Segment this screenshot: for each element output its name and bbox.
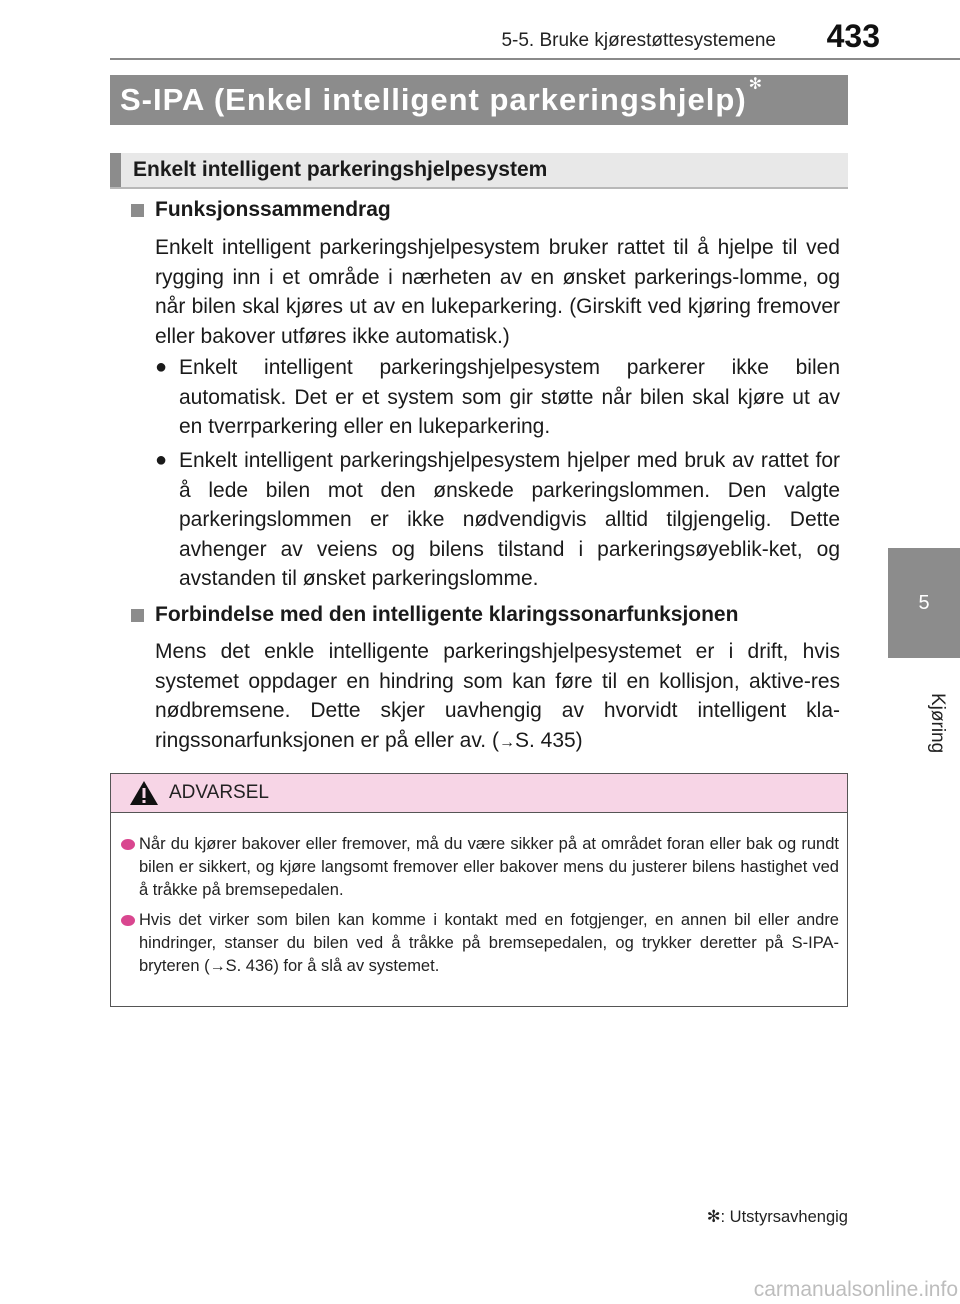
- warning-item: [121, 909, 839, 978]
- warning-title: ADVARSEL: [169, 782, 269, 803]
- warning-box: [110, 773, 848, 1007]
- page-title: [120, 76, 764, 118]
- warning-text: Når du kjører bakover eller fremover, må du være sikker på at området foran eller bak og rundt bilen er sikkert, og kjøre langsomt fremover eller bakover mens du justerer bilens hastighet ved å tråkke på bremsepedalen.: [139, 835, 839, 899]
- page-title-text: S-IPA (Enkel intelligent parkeringshjelp): [120, 82, 747, 117]
- subtitle-bar: [110, 153, 848, 189]
- square-bullet-icon: [131, 609, 144, 622]
- chapter-number: 5: [918, 591, 930, 614]
- connection-heading-text: Forbindelse med den intelligente klaringssonarfunksjonen: [155, 603, 739, 626]
- header-divider: [110, 58, 960, 60]
- title-bar: [110, 75, 848, 125]
- connection-text: Mens det enkle intelligente parkeringshjelpesystemet er i drift, hvis systemet oppdager en hindring som kan føre til en kollisjon, aktive-res nødbremsene. Dette skjer uavhengig av hvorvidt intelligent kla-ringssonarfunksjonen er på eller av. (: [155, 640, 840, 752]
- asterisk-icon: ✻: [748, 76, 764, 93]
- watermark-logo: carmanualsonline.info: [753, 1278, 958, 1301]
- round-bullet-icon: ●: [155, 449, 168, 471]
- summary-bullet-text: Enkelt intelligent parkeringshjelpesystem hjelper med bruk av rattet for å lede bilen mot den ønskede parkeringslommen. Den valgte parkeringslommen er ikke nødvendigvis alltid tilgjengelig. Dette avhenger av veiens og bilens tilstand i parkeringsøyeblik-ket, og avstanden til ønsket parkeringslomme.: [179, 449, 840, 590]
- round-bullet-icon: ●: [155, 356, 168, 378]
- chapter-label: Kjøring: [927, 692, 948, 754]
- section-title: 5-5. Bruke kjørestøttesystemene: [501, 30, 776, 51]
- arrow-right-icon: →: [209, 958, 226, 975]
- page-number: 433: [826, 18, 880, 54]
- pink-bullet-icon: [121, 839, 135, 850]
- pink-bullet-icon: [121, 915, 135, 926]
- subtitle-text: Enkelt intelligent parkeringshjelpesystem: [133, 158, 548, 181]
- arrow-right-icon: →: [498, 733, 515, 751]
- connection-paragraph: [155, 637, 840, 757]
- summary-bullet: [155, 353, 840, 442]
- summary-bullet: [155, 446, 840, 594]
- chapter-tab[interactable]: [888, 548, 960, 658]
- warning-item: [121, 833, 839, 902]
- summary-bullet-text: Enkelt intelligent parkeringshjelpesystem parkerer ikke bilen automatisk. Det er et system som gir støtte når bilen skal kjøre ut av en tverrparkering eller en lukeparkering.: [179, 356, 840, 438]
- summary-heading-text: Funksjonssammendrag: [155, 198, 391, 221]
- subtitle-accent: [110, 153, 121, 187]
- summary-paragraph: Enkelt intelligent parkeringshjelpesystem bruker rattet til å hjelpe til ved rygging inn i et område i nærheten av en ønsket parkerings-lomme, og når bilen skal kjøres ut av en lukeparkering. (Girskift ved kjøring fremover eller bakover utføres ikke automatisk.): [155, 236, 840, 348]
- warning-triangle-icon: [129, 780, 159, 806]
- page-reference-link[interactable]: S. 436) for å slå av systemet.: [225, 957, 440, 975]
- connection-heading: [131, 603, 738, 627]
- square-bullet-icon: [131, 204, 144, 217]
- warning-header: [111, 774, 847, 813]
- page-reference-link[interactable]: S. 435): [514, 728, 583, 752]
- footnote: ✻: Utstyrsavhengig: [706, 1208, 848, 1226]
- warning-text: Hvis det virker som bilen kan komme i kontakt med en fotgjenger, en annen bil eller andre hindringer, stanser du bilen ved å tråkke på bremsepedalen, og trykker deretter på S-IPA-bryteren (→S. 436) for å slå av systemet.: [139, 911, 839, 975]
- summary-heading: [131, 198, 391, 222]
